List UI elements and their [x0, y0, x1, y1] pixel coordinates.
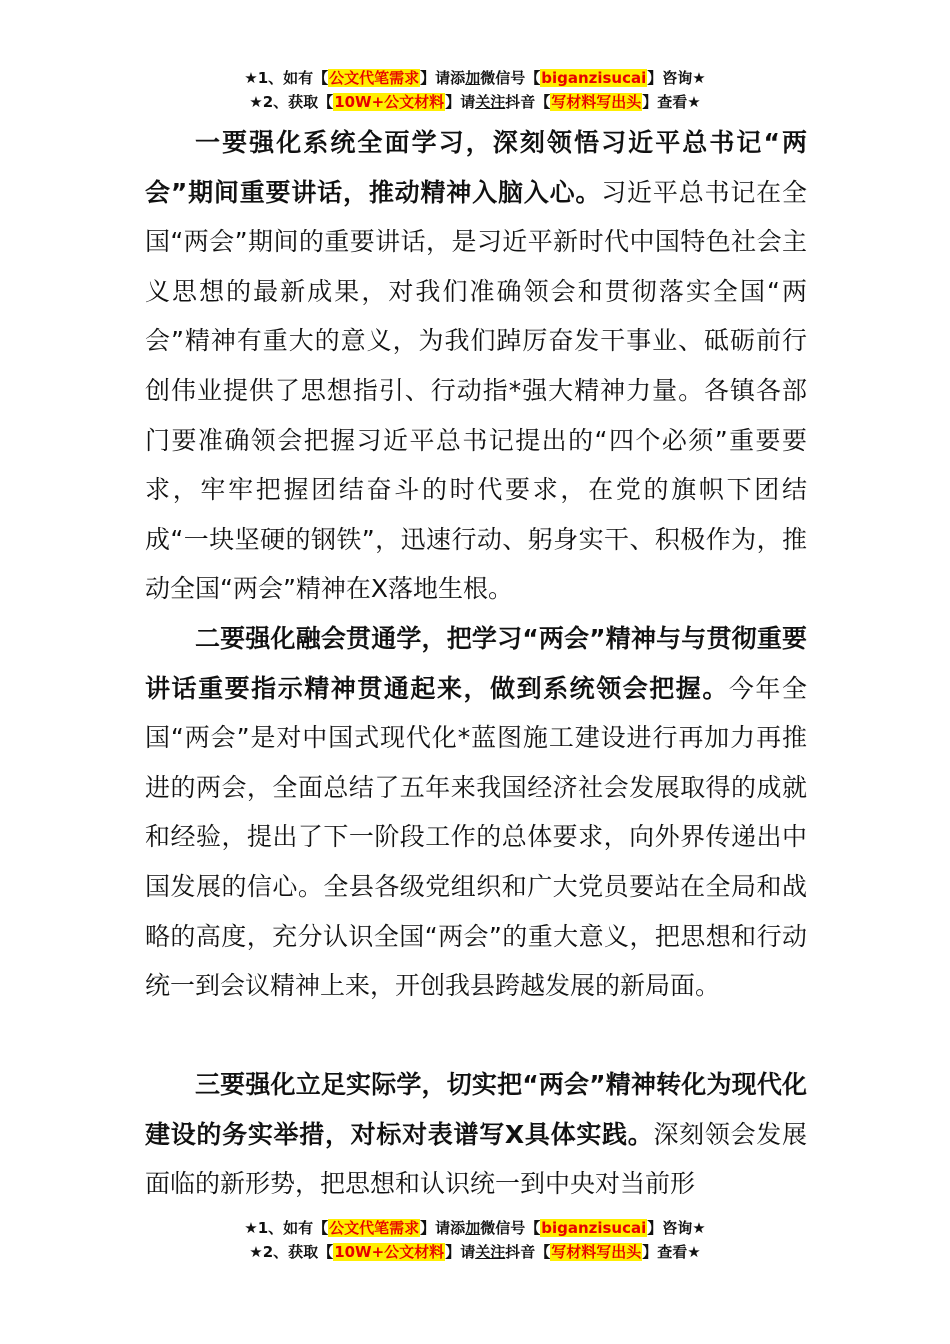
paragraph-lead: 三要强化立足实际学，切实把“两会”精神转化为现代化建设的务实举措，对标对表谱写X具体实践。 [145, 1070, 807, 1149]
banner-underlined-text: 关注 [475, 1243, 506, 1261]
banner-text: 】请添 [420, 1219, 466, 1237]
banner-text: ★2、获取【 [249, 1243, 334, 1261]
document-body [145, 118, 807, 1209]
banner-underlined-text: 加 [465, 1219, 481, 1237]
banner-line-1 [0, 66, 950, 90]
paragraph-2 [145, 614, 807, 1060]
banner-line-2 [0, 1240, 950, 1264]
paragraph-lead: 一要强化系统全面学习，深刻领悟习近平总书记“两会”期间重要讲话，推动精神入脑入心。 [145, 128, 807, 207]
banner-underlined-text: 关注 [475, 93, 506, 111]
highlight-wechat-id: biganzisucai [541, 1219, 647, 1237]
banner-text: 微信号【 [480, 69, 541, 87]
banner-text: 】请添 [420, 69, 466, 87]
banner-text: 微信号【 [480, 1219, 541, 1237]
highlight-douyin: 写材料写出头 [551, 93, 642, 111]
banner-text: 】查看★ [642, 1243, 701, 1261]
highlight-materials: 10W+公文材料 [334, 1243, 445, 1261]
banner-text: ★1、如有【 [244, 1219, 329, 1237]
header-banner [0, 66, 950, 114]
banner-text: 抖音【 [505, 1243, 551, 1261]
banner-text: 】请 [445, 93, 476, 111]
paragraph-3 [145, 1060, 807, 1209]
paragraph-lead: 二要强化融会贯通学，把学习“两会”精神与与贯彻重要讲话重要指示精神贯通起来，做到系统领会把握。 [145, 624, 807, 703]
footer-banner [0, 1216, 950, 1264]
banner-underlined-text: 加 [465, 69, 481, 87]
banner-text: 】咨询★ [647, 1219, 706, 1237]
banner-text: 】请 [445, 1243, 476, 1261]
banner-text: 抖音【 [505, 93, 551, 111]
paragraph-1 [145, 118, 807, 614]
paragraph-body: 深刻领会发展面临的新形势，把思想和认识统一到中央对当前形 [145, 1119, 807, 1199]
banner-line-1 [0, 1216, 950, 1240]
paragraph-body: 习近平总书记在全国“两会”期间的重要讲话，是习近平新时代中国特色社会主义思想的最新成果，对我们准确领会和贯彻落实全国“两会”精神有重大的意义，为我们踔厉奋发干事业、砥砺前行创伟业提供了思想指引、行动指*强大精神力量。各镇各部门要准确领会把握习近平总书记提出的“四个必须”重要要求，牢牢把握团结奋斗的时代要求，在党的旗帜下团结成“一块坚硬的钢铁”，迅速行动、躬身实干、积极作为，推动全国“两会”精神在X落地生根。 [145, 177, 807, 604]
banner-line-2 [0, 90, 950, 114]
banner-text: 】查看★ [642, 93, 701, 111]
paragraph-body: 今年全国“两会”是对中国式现代化*蓝图施工建设进行再加力再推进的两会，全面总结了五年来我国经济社会发展取得的成就和经验，提出了下一阶段工作的总体要求，向外界传递出中国发展的信心。全县各级党组织和广大党员要站在全局和战略的高度，充分认识全国“两会”的重大意义，把思想和行动统一到会议精神上来，开创我县跨越发展的新局面。 [145, 673, 807, 1001]
banner-text: ★2、获取【 [249, 93, 334, 111]
highlight-materials: 10W+公文材料 [334, 93, 445, 111]
highlight-service: 公文代笔需求 [329, 1219, 420, 1237]
banner-text: ★1、如有【 [244, 69, 329, 87]
banner-text: 】咨询★ [647, 69, 706, 87]
highlight-wechat-id: biganzisucai [541, 69, 647, 87]
highlight-service: 公文代笔需求 [329, 69, 420, 87]
highlight-douyin: 写材料写出头 [551, 1243, 642, 1261]
